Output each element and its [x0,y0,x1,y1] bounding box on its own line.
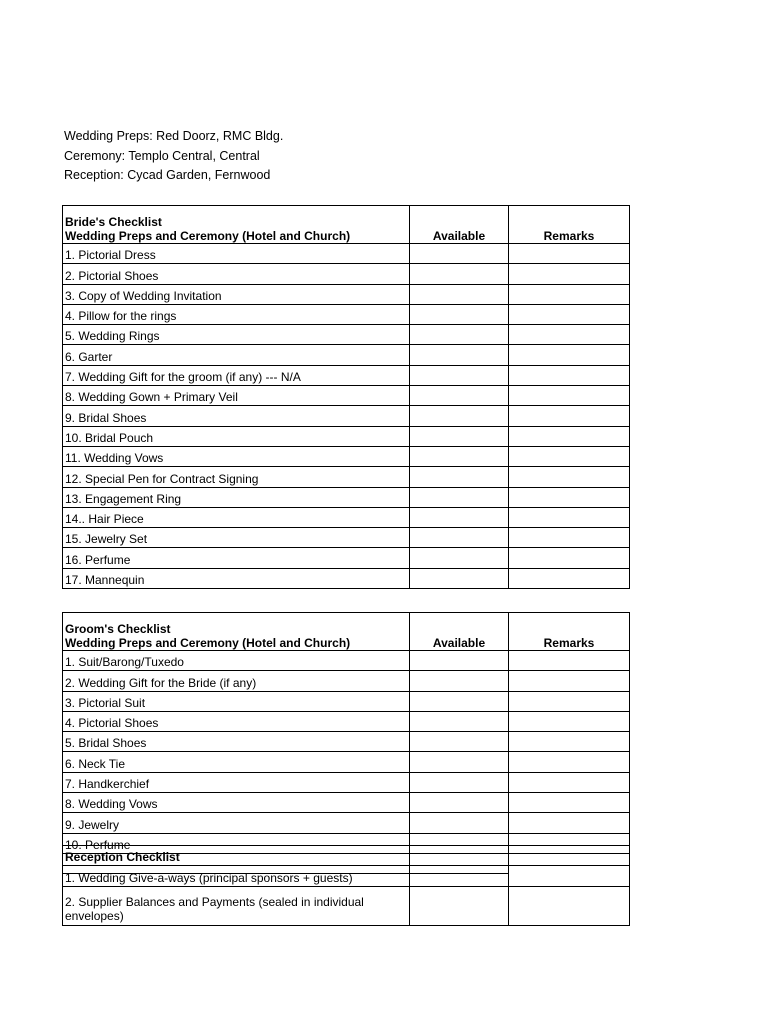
event-details [64,127,283,186]
item-label: 9. Jewelry [63,813,410,833]
available-cell[interactable] [410,548,509,568]
available-cell[interactable] [410,406,509,426]
available-cell[interactable] [410,467,509,487]
remarks-cell[interactable] [509,732,630,752]
item-label: 1. Suit/Barong/Tuxedo [63,651,410,671]
table-row [63,793,630,813]
item-label: 13. Engagement Ring [63,487,410,507]
remarks-cell[interactable] [509,467,630,487]
reception-checklist-title: Reception Checklist [63,846,410,866]
remarks-cell[interactable] [509,304,630,324]
item-label: 11. Wedding Vows [63,446,410,466]
table-row [63,244,630,264]
table-row [63,711,630,731]
table-row [63,304,630,324]
table-row [63,691,630,711]
reception-venue: Reception: Cycad Garden, Fernwood [64,168,271,182]
item-label: 17. Mannequin [63,568,410,588]
available-cell[interactable] [410,886,509,925]
available-cell[interactable] [410,752,509,772]
remarks-cell[interactable] [509,772,630,792]
remarks-cell[interactable] [509,866,630,886]
available-cell[interactable] [410,671,509,691]
available-cell[interactable] [410,264,509,284]
table-row [63,345,630,365]
remarks-cell[interactable] [509,793,630,813]
remarks-cell[interactable] [509,325,630,345]
item-label: 4. Pillow for the rings [63,304,410,324]
item-label: 2. Pictorial Shoes [63,264,410,284]
table-row [63,264,630,284]
item-label: 7. Wedding Gift for the groom (if any) --- N/A [63,365,410,385]
item-label: 7. Handkerchief [63,772,410,792]
column-header-remarks: Remarks [509,206,630,244]
item-label: 1. Wedding Give-a-ways (principal sponsors + guests) [63,866,410,886]
column-header-available: Available [410,206,509,244]
item-label: 1. Pictorial Dress [63,244,410,264]
available-cell[interactable] [410,732,509,752]
remarks-cell[interactable] [509,406,630,426]
table-row [63,866,630,886]
available-cell[interactable] [410,528,509,548]
table-row [63,548,630,568]
available-cell[interactable] [410,345,509,365]
remarks-cell[interactable] [509,846,630,866]
remarks-cell[interactable] [509,528,630,548]
available-cell[interactable] [410,244,509,264]
table-row [63,507,630,527]
available-cell[interactable] [410,426,509,446]
table-row [63,886,630,925]
remarks-cell[interactable] [509,507,630,527]
item-label: 10. Perfume [63,833,410,853]
available-cell[interactable] [410,487,509,507]
remarks-cell[interactable] [509,886,630,925]
available-cell[interactable] [410,304,509,324]
table-row [63,752,630,772]
available-cell[interactable] [410,507,509,527]
remarks-cell[interactable] [509,345,630,365]
wedding-preps-venue: Wedding Preps: Red Doorz, RMC Bldg. [64,129,284,143]
table-title-cell [63,206,410,244]
brides-checklist-title: Bride's Checklist [65,215,162,229]
table-row [63,446,630,466]
table-row [63,732,630,752]
brides-checklist-subtitle: Wedding Preps and Ceremony (Hotel and Church) [65,229,351,243]
available-cell[interactable] [410,651,509,671]
table-header-row [63,613,630,651]
remarks-cell[interactable] [509,365,630,385]
item-label: 12. Special Pen for Contract Signing [63,467,410,487]
table-row [63,813,630,833]
item-label: 5. Bridal Shoes [63,732,410,752]
brides-checklist-table [62,205,630,589]
table-title-cell [63,613,410,651]
remarks-cell[interactable] [509,691,630,711]
remarks-cell[interactable] [509,264,630,284]
table-row [63,325,630,345]
item-label: 9. Bridal Shoes [63,406,410,426]
column-header-remarks: Remarks [509,613,630,651]
item-label: 6. Garter [63,345,410,365]
table-row [63,284,630,304]
item-label: 8. Wedding Vows [63,793,410,813]
table-row [63,426,630,446]
item-label: 14.. Hair Piece [63,507,410,527]
grooms-checklist-table [62,612,630,874]
available-cell[interactable] [410,284,509,304]
available-cell[interactable] [410,846,509,866]
grooms-checklist-subtitle: Wedding Preps and Ceremony (Hotel and Church) [65,636,351,650]
item-label: 3. Copy of Wedding Invitation [63,284,410,304]
remarks-cell[interactable] [509,671,630,691]
remarks-cell[interactable] [509,244,630,264]
available-cell[interactable] [410,386,509,406]
table-row [63,487,630,507]
remarks-cell[interactable] [509,386,630,406]
item-label: 2. Supplier Balances and Payments (sealed in individual envelopes) [63,886,410,925]
remarks-cell[interactable] [509,711,630,731]
table-row [63,386,630,406]
table-row [63,772,630,792]
item-label: 3. Pictorial Suit [63,691,410,711]
item-label: 10. Bridal Pouch [63,426,410,446]
available-cell[interactable] [410,365,509,385]
table-header-row [63,206,630,244]
reception-checklist-table [62,845,630,926]
table-row [63,671,630,691]
table-row [63,568,630,588]
remarks-cell[interactable] [509,426,630,446]
table-row [63,651,630,671]
table-row [63,406,630,426]
remarks-cell[interactable] [509,487,630,507]
table-row [63,467,630,487]
item-label: 5. Wedding Rings [63,325,410,345]
available-cell[interactable] [410,691,509,711]
table-row [63,365,630,385]
table-row [63,528,630,548]
item-label: 16. Perfume [63,548,410,568]
item-label: 15. Jewelry Set [63,528,410,548]
available-cell[interactable] [410,813,509,833]
available-cell[interactable] [410,446,509,466]
available-cell[interactable] [410,711,509,731]
remarks-cell[interactable] [509,568,630,588]
available-cell[interactable] [410,325,509,345]
remarks-cell[interactable] [509,651,630,671]
available-cell[interactable] [410,793,509,813]
grooms-checklist-title: Groom's Checklist [65,622,171,636]
available-cell[interactable] [410,866,509,886]
remarks-cell[interactable] [509,752,630,772]
item-label: 8. Wedding Gown + Primary Veil [63,386,410,406]
item-label: 6. Neck Tie [63,752,410,772]
item-label: 2. Wedding Gift for the Bride (if any) [63,671,410,691]
column-header-available: Available [410,613,509,651]
remarks-cell[interactable] [509,284,630,304]
table-header-row [63,846,630,866]
remarks-cell[interactable] [509,446,630,466]
available-cell[interactable] [410,568,509,588]
item-label: 4. Pictorial Shoes [63,711,410,731]
remarks-cell[interactable] [509,813,630,833]
ceremony-venue: Ceremony: Templo Central, Central [64,148,260,163]
remarks-cell[interactable] [509,548,630,568]
available-cell[interactable] [410,772,509,792]
